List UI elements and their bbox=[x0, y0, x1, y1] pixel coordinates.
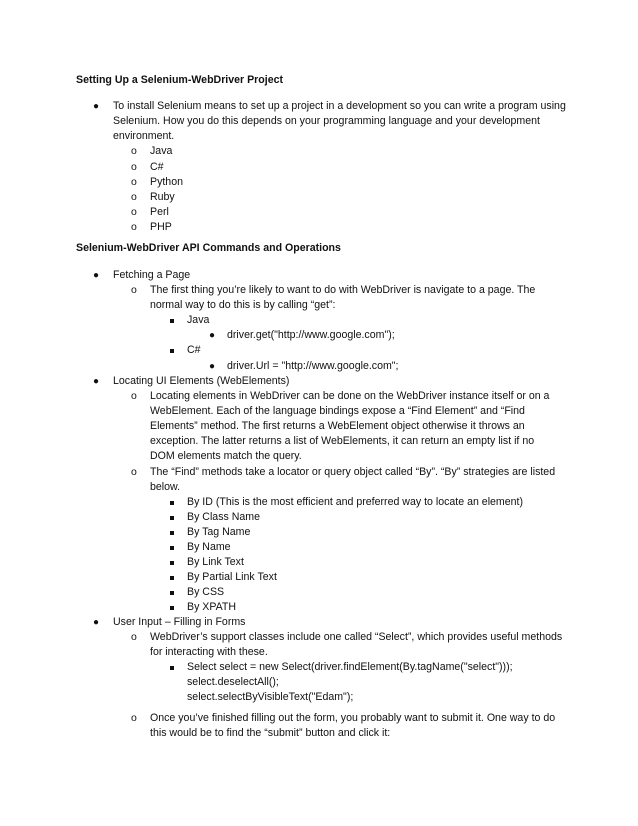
square-bullet-icon bbox=[170, 576, 174, 580]
square-bullet-icon bbox=[170, 546, 174, 550]
fetch-title: Fetching a Page bbox=[113, 269, 191, 281]
circle-bullet-icon: o bbox=[131, 191, 137, 203]
input-p1-line-1: WebDriver’s support classes include one called “Select”, which provides useful methods bbox=[150, 631, 563, 643]
locate-p1-line-3: Elements” method. The first returns a WebElement object otherwise it throws an bbox=[150, 420, 525, 432]
locate-p1-line-1: Locating elements in WebDriver can be done on the WebDriver instance itself or on a bbox=[150, 390, 550, 402]
locate-p2-line-1: The “Find” methods take a locator or query object called “By”. “By” strategies are listed bbox=[150, 466, 556, 478]
fetch-desc-line-2: normal way to do this is by calling “get”: bbox=[150, 299, 336, 311]
locate-title: Locating UI Elements (WebElements) bbox=[113, 375, 290, 387]
heading-api: Selenium-WebDriver API Commands and Operations bbox=[76, 242, 341, 254]
language-item: PHP bbox=[150, 221, 172, 233]
by-item: By Link Text bbox=[187, 556, 244, 568]
input-p1-line-2: for interacting with these. bbox=[150, 646, 268, 658]
square-bullet-icon bbox=[170, 319, 174, 323]
circle-bullet-icon: o bbox=[131, 161, 137, 173]
bullet-icon: ● bbox=[93, 376, 100, 387]
bullet-icon: ● bbox=[93, 101, 100, 112]
java-code: driver.get("http://www.google.com"); bbox=[227, 329, 395, 341]
bullet-icon: ● bbox=[93, 270, 100, 281]
circle-bullet-icon: o bbox=[131, 631, 137, 643]
circle-bullet-icon: o bbox=[131, 712, 137, 724]
square-bullet-icon bbox=[170, 349, 174, 353]
square-bullet-icon bbox=[170, 666, 174, 670]
install-line-2: Selenium. How you do this depends on your programming language and your development bbox=[113, 115, 540, 127]
circle-bullet-icon: o bbox=[131, 145, 137, 157]
circle-bullet-icon: o bbox=[131, 284, 137, 296]
by-item: By Partial Link Text bbox=[187, 571, 277, 583]
bullet-icon: ● bbox=[209, 330, 216, 341]
install-line-1: To install Selenium means to set up a project in a development so you can write a program using bbox=[113, 100, 566, 112]
circle-bullet-icon: o bbox=[131, 206, 137, 218]
language-item: C# bbox=[150, 161, 164, 173]
language-item: Java bbox=[150, 145, 173, 157]
square-bullet-icon bbox=[170, 606, 174, 610]
java-label: Java bbox=[187, 314, 210, 326]
by-item: By ID (This is the most efficient and preferred way to locate an element) bbox=[187, 496, 524, 508]
code-line: Select select = new Select(driver.findElement(By.tagName("select"))); bbox=[187, 661, 513, 673]
by-item: By Name bbox=[187, 541, 231, 553]
locate-p2-line-2: below. bbox=[150, 481, 181, 493]
by-item: By Tag Name bbox=[187, 526, 251, 538]
circle-bullet-icon: o bbox=[131, 390, 137, 402]
language-item: Python bbox=[150, 176, 183, 188]
input-p2-line-1: Once you’ve finished filling out the form, you probably want to submit it. One way to do bbox=[150, 712, 556, 724]
input-p2-line-2: this would be to find the “submit” button and click it: bbox=[150, 727, 391, 739]
circle-bullet-icon: o bbox=[131, 221, 137, 233]
bullet-icon: ● bbox=[93, 617, 100, 628]
by-item: By Class Name bbox=[187, 511, 260, 523]
square-bullet-icon bbox=[170, 531, 174, 535]
language-item: Perl bbox=[150, 206, 169, 218]
input-title: User Input – Filling in Forms bbox=[113, 616, 246, 628]
install-line-3: environment. bbox=[113, 130, 175, 142]
heading-setup: Setting Up a Selenium-WebDriver Project bbox=[76, 74, 284, 86]
by-item: By XPATH bbox=[187, 601, 237, 613]
circle-bullet-icon: o bbox=[131, 176, 137, 188]
square-bullet-icon bbox=[170, 501, 174, 505]
language-item: Ruby bbox=[150, 191, 175, 203]
circle-bullet-icon: o bbox=[131, 466, 137, 478]
cs-label: C# bbox=[187, 344, 201, 356]
bullet-icon: ● bbox=[209, 361, 216, 372]
square-bullet-icon bbox=[170, 561, 174, 565]
by-item: By CSS bbox=[187, 586, 225, 598]
square-bullet-icon bbox=[170, 591, 174, 595]
square-bullet-icon bbox=[170, 516, 174, 520]
locate-p1-line-5: DOM elements match the query. bbox=[150, 450, 302, 462]
cs-code: driver.Url = "http://www.google.com"; bbox=[227, 360, 399, 372]
locate-p1-line-2: WebElement. Each of the language bindings expose a “Find Element” and “Find bbox=[150, 405, 525, 417]
locate-p1-line-4: exception. The latter returns a list of WebElements, it can return an empty list if no bbox=[150, 435, 535, 447]
code-line: select.selectByVisibleText("Edam"); bbox=[187, 691, 354, 703]
fetch-desc-line-1: The first thing you’re likely to want to do with WebDriver is navigate to a page. The bbox=[150, 284, 536, 296]
code-line: select.deselectAll(); bbox=[187, 676, 279, 688]
